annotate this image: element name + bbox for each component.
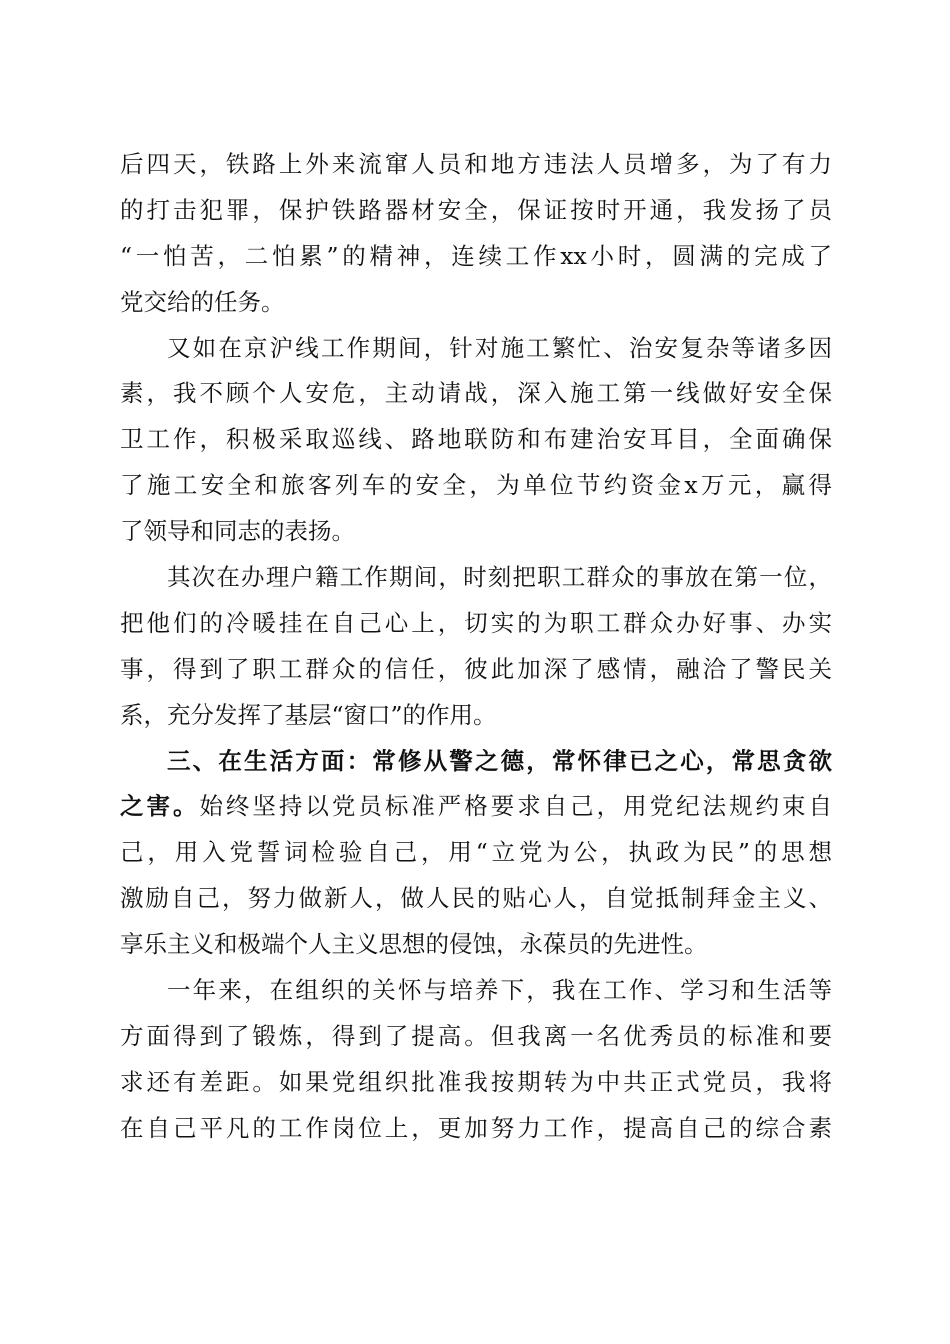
paragraph-line: 一年来，在组织的关怀与培养下，我在工作、学习和生活等 [167, 976, 832, 1005]
paragraph-line: 在自己平凡的工作岗位上，更加努力工作，提高自己的综合素 [120, 1113, 832, 1142]
paragraph-line: 后四天，铁路上外来流窜人员和地方违法人员增多，为了有力 [120, 150, 832, 178]
paragraph-line: 求还有差距。如果党组织批准我按期转为中共正式党员，我将 [120, 1067, 832, 1096]
paragraph-1 [120, 142, 832, 326]
paragraph-line-rest: 始终坚持以党员标准严格要求自己，用党纪法规约束自 [199, 792, 832, 821]
paragraph-line: 其次在办理户籍工作期间，时刻把职工群众的事放在第一位， [167, 563, 832, 592]
section-heading-tail: 之害。 [120, 792, 200, 821]
paragraph-line: 方面得到了锻炼，得到了提高。但我离一名优秀员的标准和要 [120, 1021, 832, 1050]
paragraph-line: 了领导和同志的表扬。 [120, 517, 355, 546]
document-body [120, 142, 832, 1152]
paragraph-line: 激励自己，努力做新人，做人民的贴心人，自觉抵制拜金主义、 [120, 884, 832, 913]
paragraph-4 [120, 739, 832, 968]
paragraph-2 [120, 326, 832, 555]
section-heading: 三、在生活方面：常修从警之德，常怀律已之心，常思贪欲 [167, 746, 832, 775]
paragraph-line [120, 784, 832, 830]
paragraph-line: 的打击犯罪，保护铁路器材安全，保证按时开通，我发扬了员 [120, 195, 832, 224]
paragraph-3 [120, 555, 832, 739]
paragraph-line: 卫工作，积极采取巡线、路地联防和布建治安耳目，全面确保 [120, 425, 832, 454]
paragraph-line: 把他们的冷暖挂在自己心上，切实的为职工群众办好事、办实 [120, 608, 832, 637]
paragraph-line: 享乐主义和极端个人主义思想的侵蚀，永葆员的先进性。 [120, 930, 708, 959]
paragraph-line: 又如在京沪线工作期间，针对施工繁忙、治安复杂等诸多因 [167, 333, 832, 362]
paragraph-line: 己，用入党誓词检验自己，用“立党为公，执政为民”的思想 [120, 838, 832, 867]
paragraph-line: 素，我不顾个人安危，主动请战，深入施工第一线做好安全保 [120, 379, 832, 408]
paragraph-line: 党交给的任务。 [120, 287, 285, 316]
paragraph-line: 事，得到了职工群众的信任，彼此加深了感情，融洽了警民关 [120, 654, 832, 683]
paragraph-5 [120, 968, 832, 1152]
paragraph-line: 系，充分发挥了基层“窗口”的作用。 [120, 700, 497, 729]
paragraph-line: “一怕苦，二怕累”的精神，连续工作xx小时，圆满的完成了 [120, 241, 832, 270]
paragraph-line: 了施工安全和旅客列车的安全，为单位节约资金x万元，赢得 [120, 471, 832, 500]
